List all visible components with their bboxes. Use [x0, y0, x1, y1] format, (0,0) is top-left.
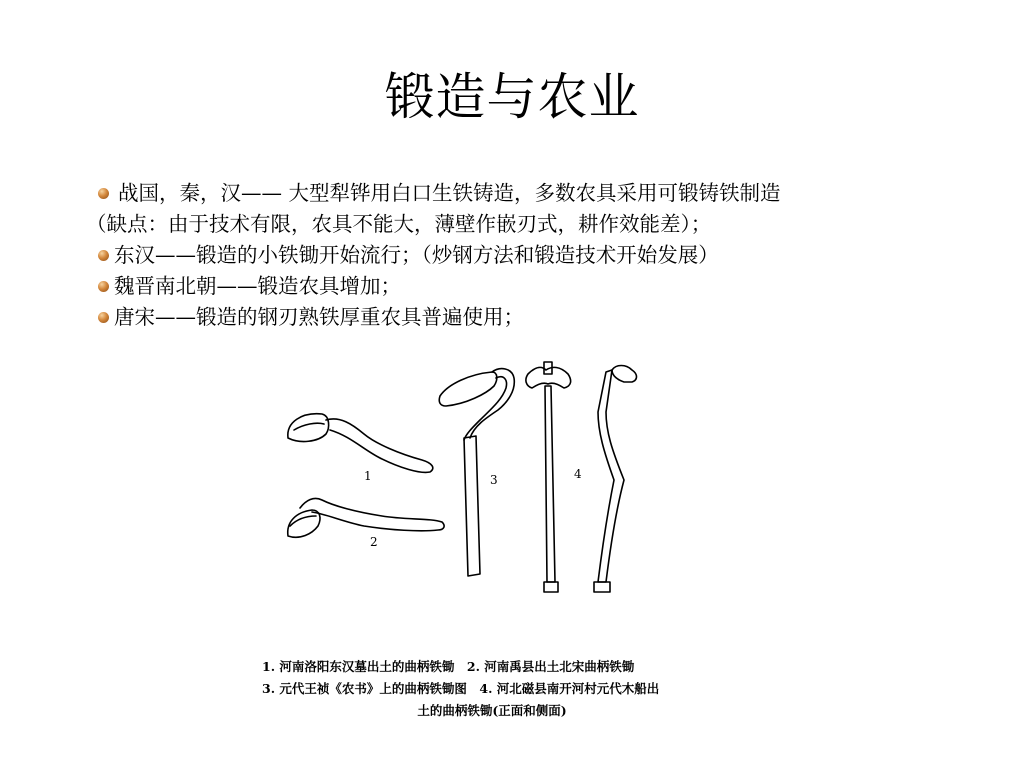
- bullet-icon: [98, 188, 109, 199]
- bullet-item-eastern-han: [96, 240, 976, 271]
- hoe-illustration: [260, 350, 720, 650]
- hoe-3-drawing: [439, 369, 514, 576]
- bullet-icon: [98, 312, 109, 323]
- bullet-text: 东汉——锻造的小铁锄开始流行；（炒钢方法和锻造技术开始发展）: [114, 243, 719, 267]
- bullet-text: 战国，秦，汉—— 大型犁铧用白口生铁铸造，多数农具采用可锻铸铁制造: [118, 181, 781, 205]
- hoe-4-front-drawing: [526, 362, 571, 592]
- bullet-item-wei-jin: [96, 271, 976, 302]
- bullet-text: （缺点：由于技术有限，农具不能大，薄壁作嵌刃式，耕作效能差）；: [86, 212, 712, 236]
- caption-line-1: 1. 河南洛阳东汉墓出土的曲柄铁锄 2. 河南禹县出土北宋曲柄铁锄: [262, 659, 635, 674]
- hoe-drawing: [260, 350, 720, 650]
- figure-label-3: 3: [490, 473, 498, 487]
- hoe-2-drawing: [288, 498, 444, 537]
- hoe-1-drawing: [288, 414, 433, 473]
- hoe-4-side-drawing: [594, 366, 637, 593]
- figure-label-1: 1: [364, 469, 372, 483]
- continuation-text: [86, 209, 976, 240]
- caption-line-3: 土的曲柄铁锄(正面和侧面): [417, 703, 567, 718]
- figure-label-2: 2: [370, 535, 378, 549]
- bullet-item-warring-states: [96, 178, 976, 209]
- figure-label-4: 4: [574, 467, 582, 481]
- figure-caption: [262, 656, 722, 722]
- bullet-icon: [98, 281, 109, 292]
- caption-line-2: 3. 元代王祯《农书》上的曲柄铁锄图 4. 河北磁县南开河村元代木船出: [262, 681, 660, 696]
- bullet-item-tang-song: [96, 302, 976, 333]
- bullet-icon: [98, 250, 109, 261]
- bullet-list: [86, 178, 976, 333]
- bullet-text: 魏晋南北朝——锻造农具增加；: [114, 274, 401, 298]
- slide-title: 锻造与农业: [384, 68, 640, 126]
- bullet-text: 唐宋——锻造的钢刃熟铁厚重农具普遍使用；: [114, 305, 524, 329]
